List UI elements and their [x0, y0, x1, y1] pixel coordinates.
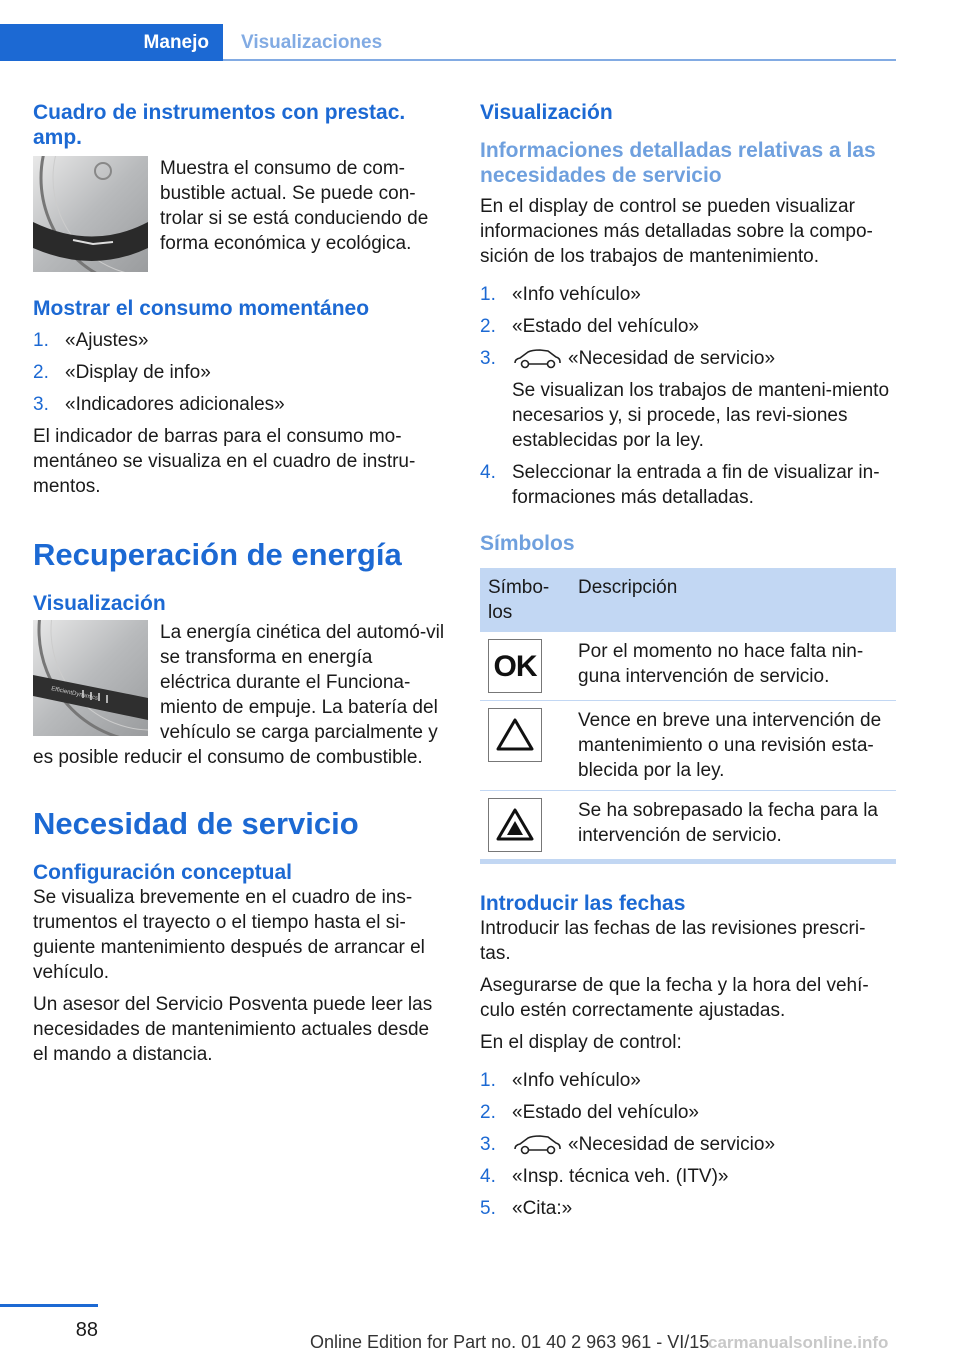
list-item: 4. Seleccionar la entrada a fin de visualizar in-formaciones más detalladas. — [480, 462, 880, 508]
text-informaciones: En el display de control se pueden visualizar informaciones más detalladas sobre la compo-sición de los trabajos de mantenimiento. — [480, 196, 873, 267]
section-title-visualizacion-energia: Visualización — [33, 592, 166, 615]
table-row — [480, 701, 896, 791]
list-item: 2. «Estado del vehículo» — [480, 1102, 699, 1123]
steps-consumo — [33, 328, 448, 417]
list-item: 1. «Info vehículo» — [480, 284, 641, 305]
footer-divider — [0, 1304, 98, 1307]
car-icon — [512, 349, 562, 369]
symbol-description: Por el momento no hace falta nin-guna intervención de servicio. — [570, 632, 896, 701]
table-header-row — [480, 568, 896, 632]
text-consumo: El indicador de barras para el consumo mo-mentáneo se visualiza en el cuadro de instru-mentos. — [33, 426, 416, 497]
text-fechas-2: Asegurarse de que la fecha y la hora del vehí-culo estén correctamente ajustadas. — [480, 975, 869, 1021]
text-fechas-3: En el display de control: — [480, 1032, 682, 1053]
svg-text:EfficientDynamics: EfficientDynamics — [50, 686, 99, 702]
tab-manejo[interactable]: Manejo — [0, 24, 223, 61]
section-title-consumo: Mostrar el consumo momentáneo — [33, 297, 370, 320]
section-title-fechas: Introducir las fechas — [480, 892, 686, 915]
symbol-description: Vence en breve una intervención de mantenimiento o una revisión esta-blecida por la ley. — [570, 701, 896, 791]
symbol-description: Se ha sobrepasado la fecha para la intervención de servicio. — [570, 791, 896, 862]
header-divider — [223, 59, 896, 61]
steps-informaciones — [480, 282, 896, 510]
tab-visualizaciones[interactable]: Visualizaciones — [241, 32, 383, 53]
list-item: 2. «Display de info» — [33, 362, 211, 383]
energy-gauge-image — [33, 620, 148, 736]
section-title-simbolos: Símbolos — [480, 532, 575, 555]
online-edition-text: Online Edition for Part no. 01 40 2 963 961 - VI/15 — [310, 1332, 710, 1352]
symbols-table — [480, 568, 896, 864]
ok-icon: OK — [488, 639, 542, 693]
list-item: 3. «Indicadores adicionales» — [33, 394, 285, 415]
subtitle-informaciones: Informaciones detalladas relativas a las necesidades de servicio — [480, 139, 876, 187]
left-column — [33, 100, 448, 1067]
table-row — [480, 791, 896, 862]
list-item: 1. «Ajustes» — [33, 330, 149, 351]
watermark: carmanualsonline.info — [708, 1333, 889, 1352]
text-configuracion-2: Un asesor del Servicio Posventa puede leer las necesidades de mantenimiento actuales desde el mando a distancia. — [33, 994, 433, 1065]
text-recuperacion: La energía cinética del automó-vil se transforma en energía eléctrica durante el Funciona-miento de empuje. La batería del vehículo se carga parcialmente y es posible reducir el consumo de combustible. — [33, 622, 445, 768]
text-fechas-1: Introducir las fechas de las revisiones prescri-tas. — [480, 918, 866, 964]
list-item: 3. «Necesidad de servicio» — [480, 1134, 776, 1155]
table-row — [480, 632, 896, 701]
list-item: 2. «Estado del vehículo» — [480, 316, 699, 337]
heading-recuperacion: Recuperación de energía — [33, 537, 402, 572]
warning-triangle-icon — [488, 708, 542, 762]
section-title-configuracion: Configuración conceptual — [33, 861, 293, 884]
section-title-visualizacion: Visualización — [480, 101, 613, 124]
section-title-cuadro: Cuadro de instrumentos con prestac. amp. — [33, 101, 406, 149]
table-header-simbolos: Símbo-los — [480, 568, 570, 632]
list-item: 3. «Necesidad de servicio» Se visualizan los trabajos de manteni-miento necesarios y, si procede, las revi-siones establecidas por la ley. — [480, 346, 896, 453]
page-number: 88 — [75, 1319, 98, 1341]
right-column — [480, 100, 896, 1228]
text-configuracion-1: Se visualiza brevemente en el cuadro de ins-trumentos el trayecto o el tiempo hasta el si-guiente mantenimiento después de arrancar el vehículo. — [33, 887, 425, 983]
steps-fechas — [480, 1068, 896, 1221]
step-note: Se visualizan los trabajos de manteni-miento necesarios y, si procede, las revi-siones establecidas por la ley. — [512, 380, 890, 451]
list-item: 1. «Info vehículo» — [480, 1070, 641, 1091]
list-item: 5. «Cita:» — [480, 1198, 573, 1219]
instrument-cluster-image — [33, 156, 148, 272]
car-icon — [512, 1135, 562, 1155]
table-header-descripcion: Descripción — [570, 568, 896, 632]
section-text-cuadro: Muestra el consumo de com-bustible actual. Se puede con-trolar si se está conduciendo de forma económica y ecológica. — [160, 158, 429, 254]
header-bar — [0, 24, 896, 61]
heading-necesidad-servicio: Necesidad de servicio — [33, 806, 359, 841]
warning-triangle-filled-icon — [488, 798, 542, 852]
list-item: 4. «Insp. técnica veh. (ITV)» — [480, 1166, 729, 1187]
